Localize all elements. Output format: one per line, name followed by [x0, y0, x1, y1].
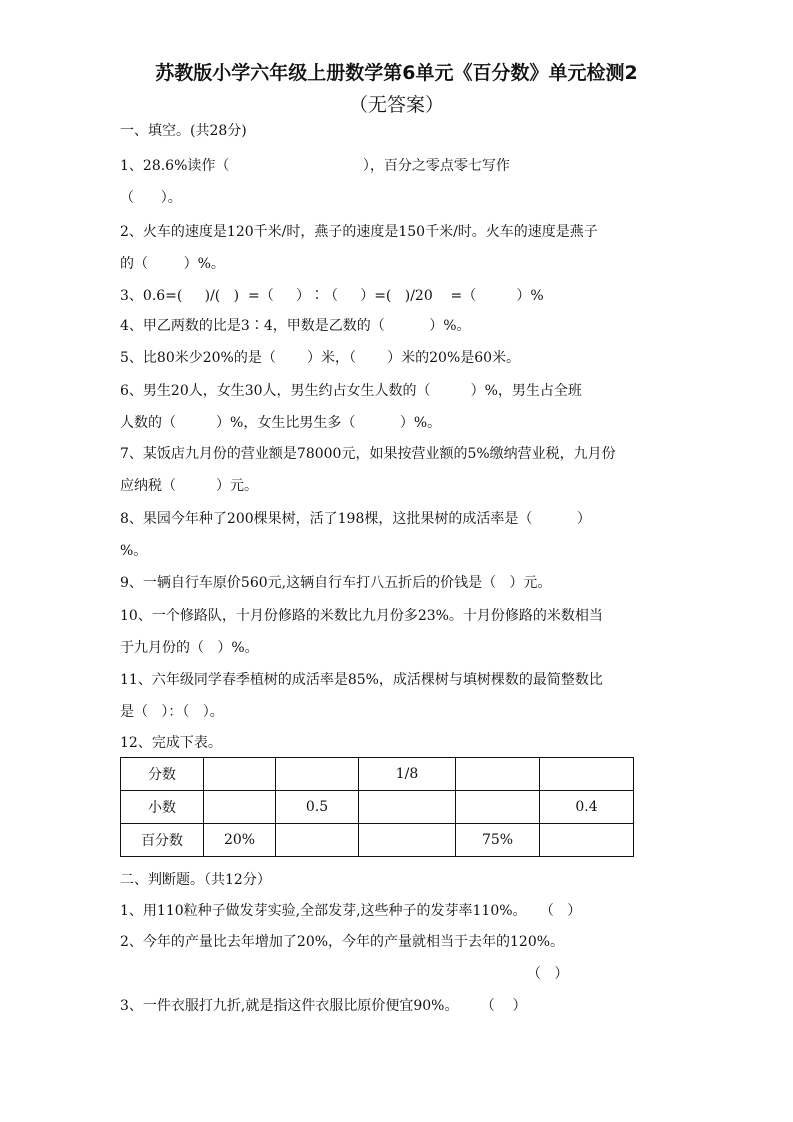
question-11-cont: 是（ ）：（ ）。: [120, 704, 224, 720]
question-9: 9、一辆自行车原价560元,这辆自行车打八五折后的价钱是（ ）元。: [120, 575, 552, 591]
question-10: 10、一个修路队，十月份修路的米数比九月份多23%。十月份修路的米数相当: [120, 608, 603, 624]
table-row: [121, 824, 634, 857]
question-7: 7、某饭店九月份的营业额是78000元，如果按营业额的5%缴纳营业税，九月份: [120, 446, 616, 462]
section-heading: 一、填空。(共28分): [120, 123, 247, 139]
section-heading: 二、判断题。（共12分）: [120, 872, 271, 888]
table-row: [121, 791, 634, 824]
table-cell: [540, 824, 634, 857]
question-6-cont: 人数的（ ）%，女生比男生多（ ）%。: [120, 415, 442, 431]
question-1: 1、28.6%读作（ ），百分之零点零七写作: [120, 158, 510, 174]
table-cell: 0.4: [540, 791, 634, 824]
table-cell: [359, 791, 456, 824]
judge-1: 1、用110粒种子做发芽实验,全部发芽,这些种子的发芽率110%。 （ ）: [120, 903, 582, 919]
question-10-cont: 于九月份的（ ）%。: [120, 640, 259, 656]
title: 苏教版小学六年级上册数学第6单元《百分数》单元检测2: [155, 62, 638, 84]
table-cell: 0.5: [276, 791, 359, 824]
judge-3: 3、一件衣服打九折,就是指这件衣服比原价便宜90%。 （ ）: [120, 998, 527, 1014]
question-2: 2、火车的速度是120千米/时，燕子的速度是150千米/时。火车的速度是燕子: [120, 224, 598, 240]
table-cell: 分数: [121, 758, 204, 791]
table-cell: [276, 758, 359, 791]
table-cell: [456, 791, 540, 824]
question-1-cont: （ ）。: [120, 190, 182, 206]
table-cell: [276, 824, 359, 857]
table-cell: 75%: [456, 824, 540, 857]
question-6: 6、男生20人，女生30人，男生约占女生人数的（ ）%，男生占全班: [120, 383, 582, 399]
table-cell: 20%: [204, 824, 276, 857]
table-cell: [204, 758, 276, 791]
table-cell: 1/8: [359, 758, 456, 791]
table-cell: [456, 758, 540, 791]
question-5: 5、比80米少20%的是（ ）米，（ ）米的20%是60米。: [120, 350, 521, 366]
table-cell: [540, 758, 634, 791]
table-cell: 小数: [121, 791, 204, 824]
question-12: 12、完成下表。: [120, 735, 222, 751]
subtitle: （无答案）: [348, 94, 444, 116]
conversion-table: [120, 757, 634, 857]
question-11: 11、六年级同学春季植树的成活率是85%，成活棵树与填树棵数的最简整数比: [120, 672, 603, 688]
question-8: 8、果园今年种了200棵果树，活了198棵，这批果树的成活率是（ ）: [120, 511, 591, 527]
table-cell: [204, 791, 276, 824]
judge-2: 2、今年的产量比去年增加了20%，今年的产量就相当于去年的120%。: [120, 934, 565, 950]
table-cell: [359, 824, 456, 857]
judge-2-cont: （ ）: [527, 966, 569, 982]
question-7-cont: 应纳税（ ）元。: [120, 478, 259, 494]
question-4: 4、甲乙两数的比是3∶4，甲数是乙数的（ ）%。: [120, 318, 471, 334]
question-8-cont: %。: [120, 543, 148, 559]
table-cell: 百分数: [121, 824, 204, 857]
question-2-cont: 的（ ）%。: [120, 256, 225, 272]
question-3: 3、0.6=( )/( ) =（ ）∶（ ）=( )/20 =（ ）%: [120, 288, 544, 304]
table-row: [121, 758, 634, 791]
